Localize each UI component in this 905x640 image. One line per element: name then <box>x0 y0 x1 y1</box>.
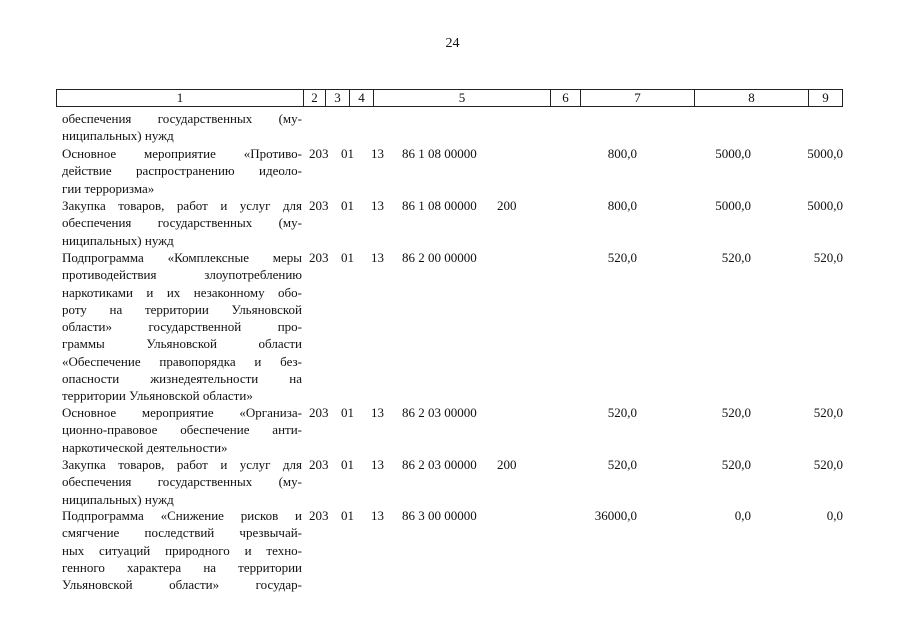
header-col-5: 5 <box>374 90 551 106</box>
cell-col-4: 13 <box>371 405 384 420</box>
cell-col-4: 13 <box>371 198 384 213</box>
cell-col-9: 520,0 <box>813 405 843 420</box>
text-line: Ульяновской области» государ- <box>62 577 302 593</box>
cell-col-3: 01 <box>341 508 354 523</box>
cell-col-2: 203 <box>309 146 329 161</box>
cell-col-4: 13 <box>371 146 384 161</box>
text-line: действие распространению идеоло- <box>62 163 302 179</box>
row-description <box>62 456 302 508</box>
text-line: ных ситуаций природного и техно- <box>62 542 302 558</box>
header-col-9: 9 <box>822 90 829 105</box>
text-line: ниципальных) нужд <box>62 491 174 507</box>
cell-col-7: 520,0 <box>607 250 637 265</box>
header-col-4: 4 <box>350 90 374 106</box>
text-line: наркотиками и их незаконному обо- <box>62 284 302 300</box>
cell-col-8: 5000,0 <box>715 198 751 213</box>
cell-col-5: 86 1 08 00000 <box>402 198 477 213</box>
row-description <box>62 145 302 197</box>
cell-col-4: 13 <box>371 508 384 523</box>
text-line: «Обеспечение правопорядка и без- <box>62 353 302 369</box>
header-col-8: 8 <box>695 90 809 106</box>
cell-col-2: 203 <box>309 405 329 420</box>
header-col-6: 6 <box>551 90 581 106</box>
text-line: опасности жизнедеятельности на <box>62 371 302 387</box>
cell-col-5: 86 2 03 00000 <box>402 405 477 420</box>
cell-col-3: 01 <box>341 146 354 161</box>
cell-col-7: 800,0 <box>607 146 637 161</box>
text-line: Подпрограмма «Комплексные меры <box>62 250 302 265</box>
cell-col-9: 520,0 <box>813 250 843 265</box>
text-line: обеспечения государственных (му- <box>62 474 302 490</box>
text-line: Закупка товаров, работ и услуг для <box>62 198 302 213</box>
cell-col-7: 520,0 <box>607 457 637 472</box>
cell-col-5: 86 3 00 00000 <box>402 508 477 523</box>
cell-col-8: 0,0 <box>734 508 751 523</box>
cell-col-5: 86 2 00 00000 <box>402 250 477 265</box>
text-line: обеспечения государственных (му- <box>62 215 302 231</box>
text-line: граммы Ульяновской области <box>62 336 302 352</box>
text-line: обеспечения государственных (му- <box>62 111 302 126</box>
row-description <box>62 404 302 456</box>
cell-col-3: 01 <box>341 457 354 472</box>
text-line: области» государственной про- <box>62 319 302 335</box>
row-description <box>62 249 302 405</box>
text-line: территории Ульяновской области» <box>62 388 253 404</box>
cell-col-7: 800,0 <box>607 198 637 213</box>
text-line: Подпрограмма «Снижение рисков и <box>62 508 302 523</box>
text-line: ниципальных) нужд <box>62 232 174 248</box>
cell-col-8: 520,0 <box>721 457 751 472</box>
text-line: роту на территории Ульяновской <box>62 301 302 317</box>
text-line: наркотической деятельности» <box>62 439 228 455</box>
cell-col-4: 13 <box>371 457 384 472</box>
header-col-7: 7 <box>581 90 695 106</box>
cell-col-3: 01 <box>341 198 354 213</box>
row-description <box>62 197 302 249</box>
cell-col-9: 5000,0 <box>807 198 843 213</box>
cell-col-2: 203 <box>309 198 329 213</box>
page-number: 24 <box>445 36 460 51</box>
table-header <box>56 89 843 107</box>
cell-col-9: 520,0 <box>813 457 843 472</box>
cell-col-8: 5000,0 <box>715 146 751 161</box>
text-line: противодействия злоупотреблению <box>62 267 302 283</box>
cell-col-5: 86 1 08 00000 <box>402 146 477 161</box>
cell-col-8: 520,0 <box>721 250 751 265</box>
cell-col-3: 01 <box>341 405 354 420</box>
cell-col-8: 520,0 <box>721 405 751 420</box>
text-line: гии терроризма» <box>62 180 155 196</box>
cell-col-2: 203 <box>309 508 329 523</box>
text-line: смягчение последствий чрезвычай- <box>62 525 302 541</box>
cell-col-5: 86 2 03 00000 <box>402 457 477 472</box>
cell-col-9: 0,0 <box>826 508 843 523</box>
text-line: Закупка товаров, работ и услуг для <box>62 457 302 472</box>
header-col-2: 2 <box>304 90 326 106</box>
cell-col-9: 5000,0 <box>807 146 843 161</box>
cell-col-4: 13 <box>371 250 384 265</box>
text-line: Основное мероприятие «Организа- <box>62 405 302 420</box>
cell-col-7: 520,0 <box>607 405 637 420</box>
header-col-3: 3 <box>326 90 350 106</box>
row-description <box>62 507 302 593</box>
text-line: Основное мероприятие «Противо- <box>62 146 302 161</box>
cell-col-2: 203 <box>309 457 329 472</box>
cell-col-3: 01 <box>341 250 354 265</box>
cell-col-2: 203 <box>309 250 329 265</box>
text-line: ниципальных) нужд <box>62 128 174 144</box>
continuation-text <box>62 110 302 145</box>
cell-col-6: 200 <box>497 457 517 472</box>
text-line: ционно-правовое обеспечение анти- <box>62 422 302 438</box>
header-col-1: 1 <box>57 90 304 106</box>
text-line: генного характера на территории <box>62 559 302 575</box>
cell-col-7: 36000,0 <box>594 508 637 523</box>
cell-col-6: 200 <box>497 198 517 213</box>
